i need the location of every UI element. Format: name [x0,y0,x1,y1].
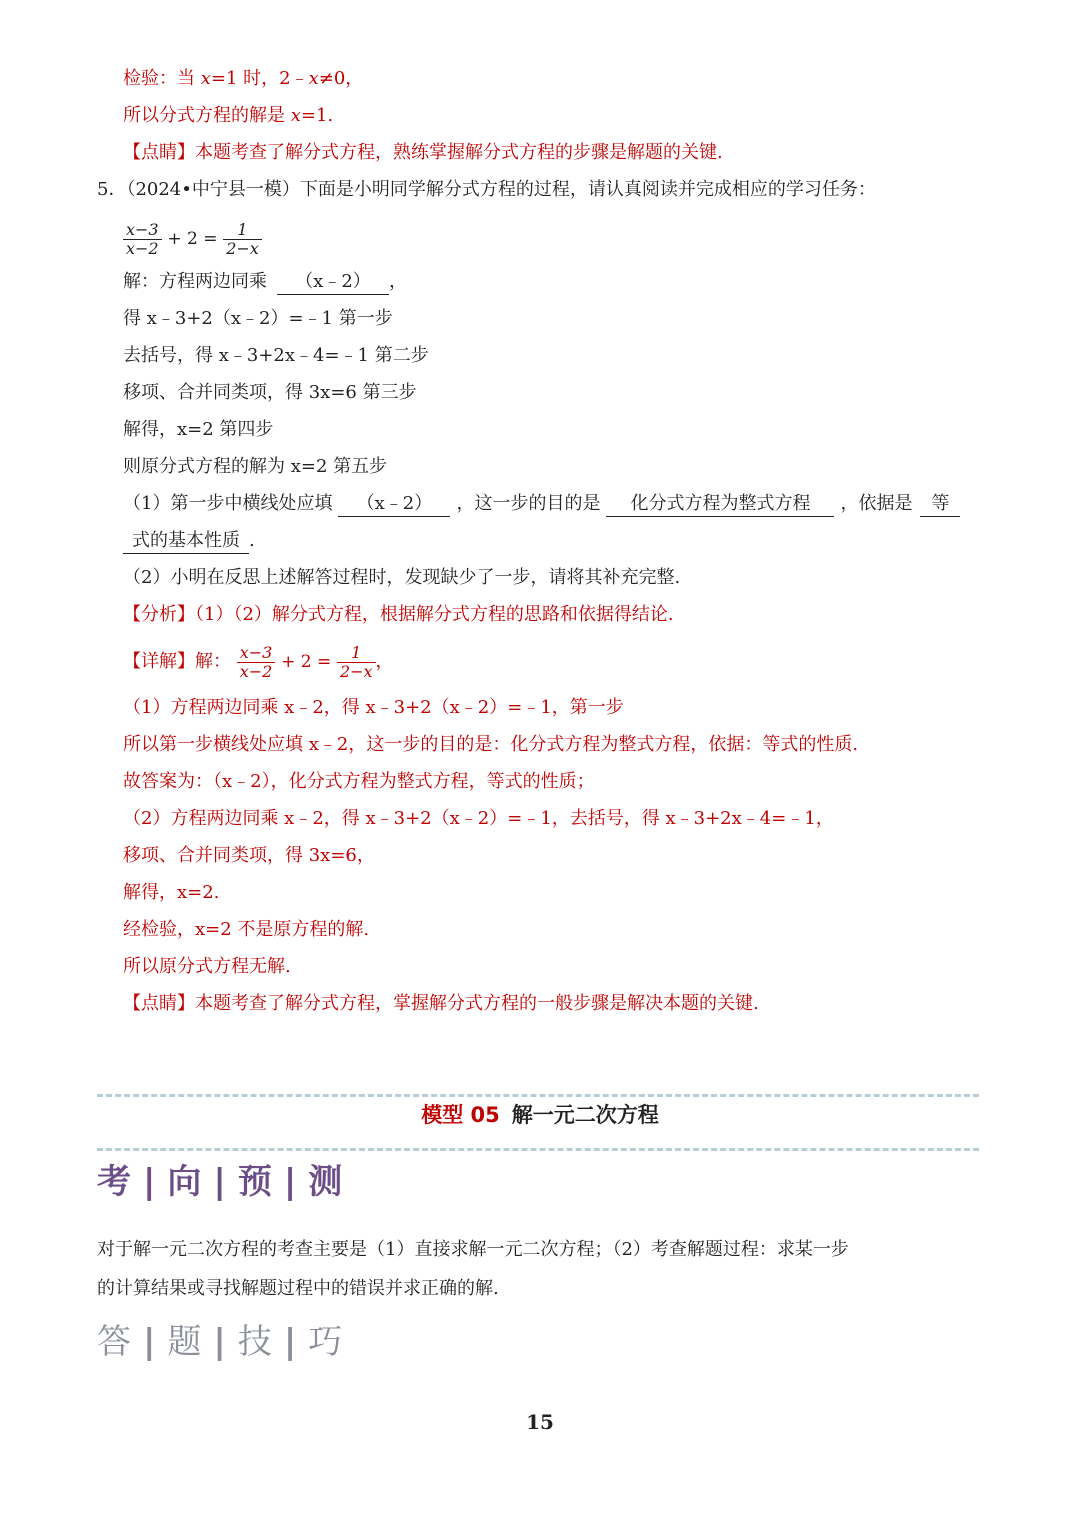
step-2: 去括号，得 x﹣3+2x﹣4=﹣1 第二步 [123,345,429,366]
step-4: 解得，x=2 第四步 [123,419,274,440]
skills-heading: 答 | 题 | 技 | 巧 [97,1322,345,1362]
predict-text-1: 对于解一元二次方程的考查主要是（1）直接求解一元二次方程；（2）考查解题过程：求某一步 [97,1239,849,1260]
step-3: 移项、合并同类项，得 3x=6 第三步 [123,382,417,403]
detail-equation: 【详解】解： $\frac{x-3}{x-2}$ + 2 = $\frac{1}{2-x}$ ， [123,642,394,681]
answer-line-5: 移项、合并同类项，得 3x=6， [123,845,375,866]
step-5: 则原分式方程的解为 x=2 第五步 [123,456,388,477]
page-number: 15 [526,1410,554,1434]
solution-intro: 解：方程两边同乘 （x﹣2） ， [123,270,407,295]
step-1: 得 x﹣3+2（x﹣2）=﹣1 第一步 [123,308,393,329]
answer-line-8: 所以原分式方程无解. [123,956,291,977]
conclusion-line: 所以分式方程的解是 x=1. [123,105,334,126]
answer-line-6: 解得，x=2. [123,882,220,903]
question-equation: $\frac{x-3}{x-2}$ + 2 = $\frac{1}{2-x}$ [123,214,262,264]
task-2: （2）小明在反思上述解答过程时，发现缺少了一步，请将其补充完整. [123,567,681,588]
answer-line-7: 经检验，x=2 不是原方程的解. [123,919,370,940]
answer-line-4: （2）方程两边同乘 x﹣2，得 x﹣3+2（x﹣2）=﹣1，去括号，得 x﹣3+2x﹣4=﹣1， [123,808,834,829]
answer-comment: 【点睛】本题考查了解分式方程，掌握解分式方程的一般步骤是解决本题的关键. [123,993,759,1014]
answer-line-1: （1）方程两边同乘 x﹣2，得 x﹣3+2（x﹣2）=﹣1，第一步 [123,697,624,718]
predict-heading: 考 | 向 | 预 | 测 [97,1162,345,1202]
task-1-cont: 式的基本性质 . [123,529,255,554]
section-title: 模型 05 解一元二次方程 [421,1103,659,1127]
analysis-line: 【分析】（1）（2）解分式方程，根据解分式方程的思路和依据得结论. [123,604,674,625]
divider-bottom [97,1148,979,1151]
comment-line: 【点睛】本题考查了解分式方程，熟练掌握解分式方程的步骤是解题的关键. [123,142,723,163]
divider-top [97,1094,979,1097]
answer-line-3: 故答案为：（x﹣2），化分式方程为整式方程，等式的性质； [123,771,595,792]
predict-text-2: 的计算结果或寻找解题过程中的错误并求正确的解. [97,1278,499,1299]
answer-line-2: 所以第一步横线处应填 x﹣2，这一步的目的是：化分式方程为整式方程，依据：等式的性质. [123,734,859,755]
question-header: 5．（2024•中宁县一模）下面是小明同学解分式方程的过程，请认真阅读并完成相应的学习任务： [97,179,876,200]
task-1: （1）第一步中横线处应填 （x﹣2） ，这一步的目的是 化分式方程为整式方程 ，依据是 等 [123,492,960,517]
check-line: 检验：当 x=1 时，2﹣x≠0， [123,68,364,89]
